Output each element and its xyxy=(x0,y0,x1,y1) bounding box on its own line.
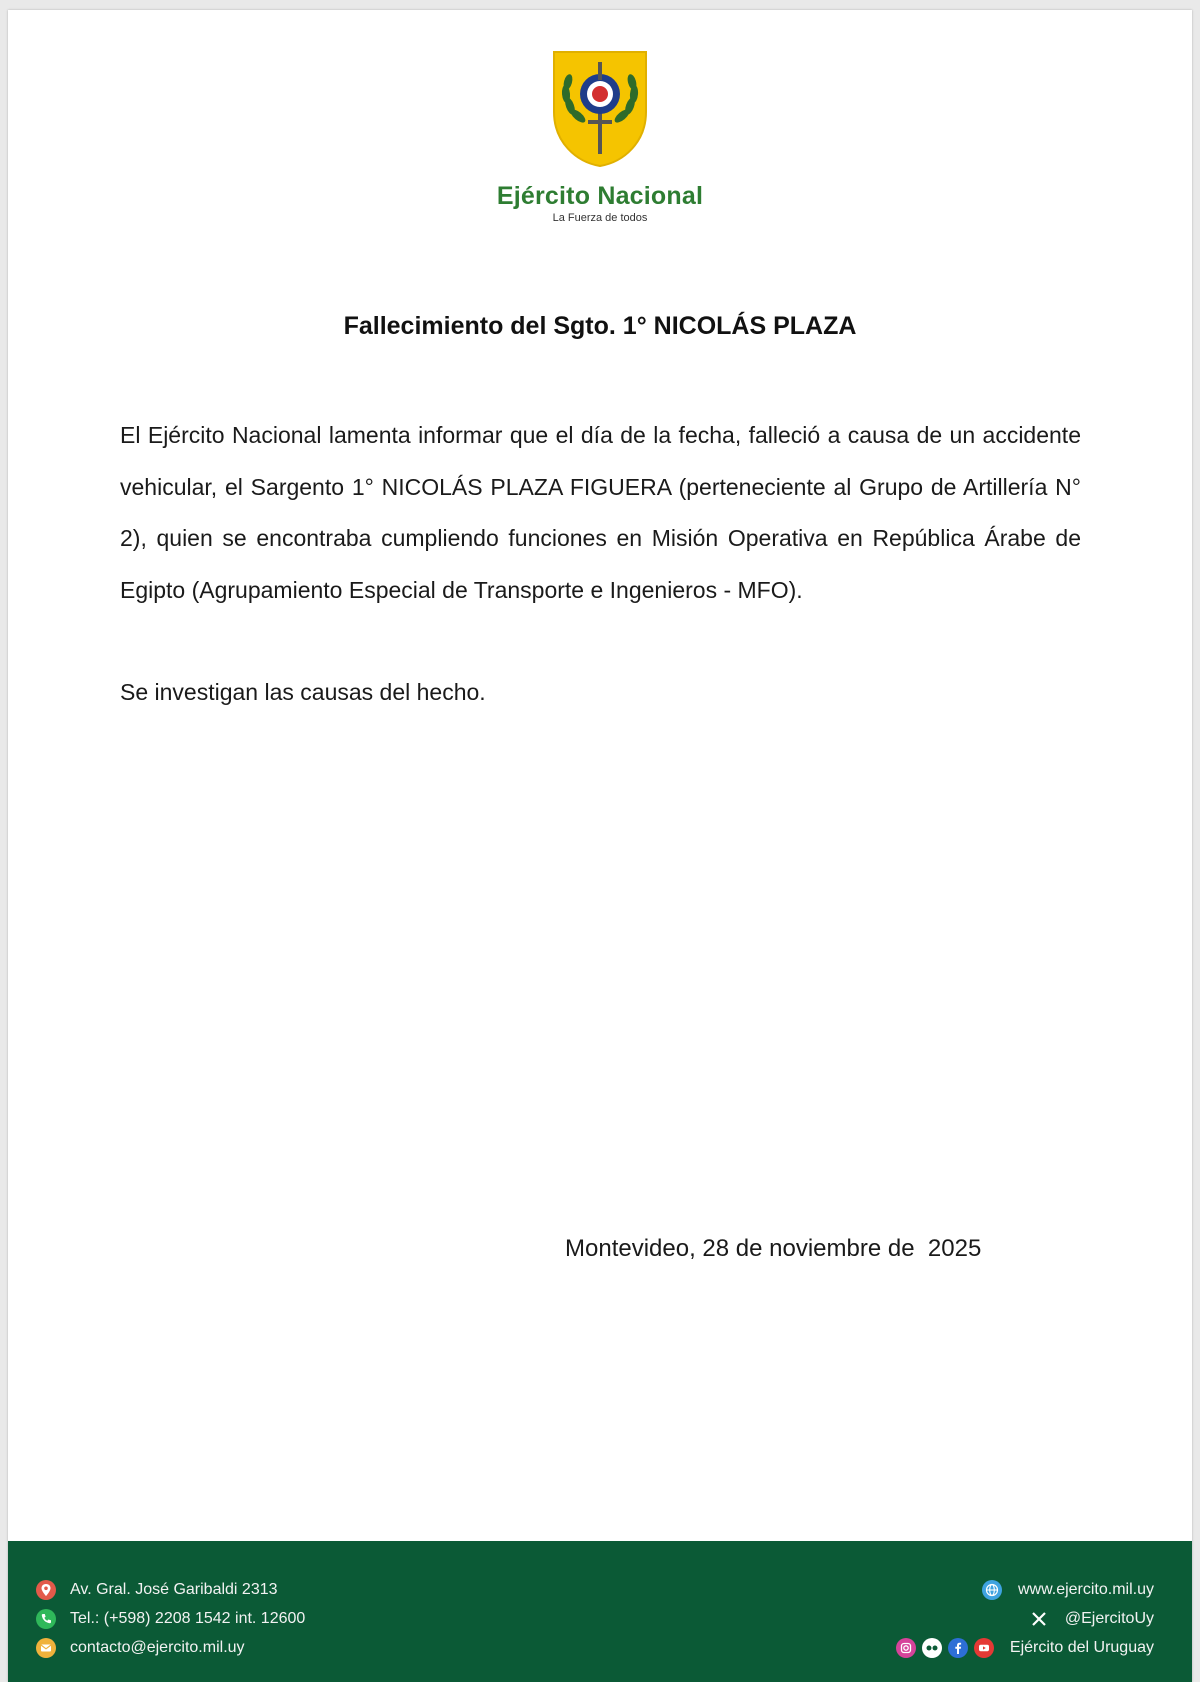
footer-address xyxy=(36,1575,305,1604)
footer-contact-list xyxy=(36,1575,305,1662)
email-link[interactable]: contacto@ejercito.mil.uy xyxy=(70,1638,245,1656)
document-body xyxy=(120,410,1081,719)
address-text: Av. Gral. José Garibaldi 2313 xyxy=(70,1580,278,1598)
footer-social xyxy=(890,1633,1154,1662)
army-shield-emblem xyxy=(550,48,650,168)
org-name: Ejército Nacional xyxy=(496,182,704,210)
instagram-icon[interactable] xyxy=(896,1638,916,1658)
footer-online-list xyxy=(890,1575,1154,1662)
email-icon xyxy=(36,1638,56,1658)
facebook-icon[interactable] xyxy=(948,1638,968,1658)
document-title: Fallecimiento del Sgto. 1° NICOLÁS PLAZA xyxy=(343,312,857,340)
document-page xyxy=(8,10,1192,1682)
phone-text[interactable]: Tel.: (+598) 2208 1542 int. 12600 xyxy=(70,1609,306,1627)
footer-email xyxy=(36,1633,305,1662)
footer-x xyxy=(890,1604,1154,1633)
youtube-icon[interactable] xyxy=(974,1638,994,1658)
x-icon xyxy=(1029,1609,1049,1629)
website-link[interactable]: www.ejercito.mil.uy xyxy=(1017,1580,1154,1598)
footer-website xyxy=(890,1575,1154,1604)
x-handle-link[interactable]: @EjercitoUy xyxy=(1064,1609,1154,1627)
phone-icon xyxy=(36,1609,56,1629)
social-icons xyxy=(890,1638,994,1658)
footer-phone xyxy=(36,1604,305,1633)
globe-icon xyxy=(982,1580,1002,1600)
body-paragraph: Se investigan las causas del hecho. xyxy=(120,679,486,705)
body-paragraph: El Ejército Nacional lamenta informar que el día de la fecha, falleció a causa de un accidente vehicular, el Sargento 1° NICOLÁS PLAZA FIGUERA (perteneciente al Grupo de Artillería N° 2), quien se encontraba cumpliendo funciones en Misión Operativa en República Árabe de Egipto (Agrupamiento Especial de Transporte e Ingenieros - MFO). xyxy=(120,422,1081,603)
social-name: Ejército del Uruguay xyxy=(1009,1638,1154,1656)
location-icon xyxy=(36,1580,56,1600)
org-tagline: La Fuerza de todos xyxy=(552,212,648,224)
place-date-signoff: Montevideo, 28 de noviembre de 2025 xyxy=(565,1235,982,1262)
flickr-icon[interactable] xyxy=(922,1638,942,1658)
contact-footer xyxy=(8,1541,1192,1682)
army-logo xyxy=(8,48,1192,224)
